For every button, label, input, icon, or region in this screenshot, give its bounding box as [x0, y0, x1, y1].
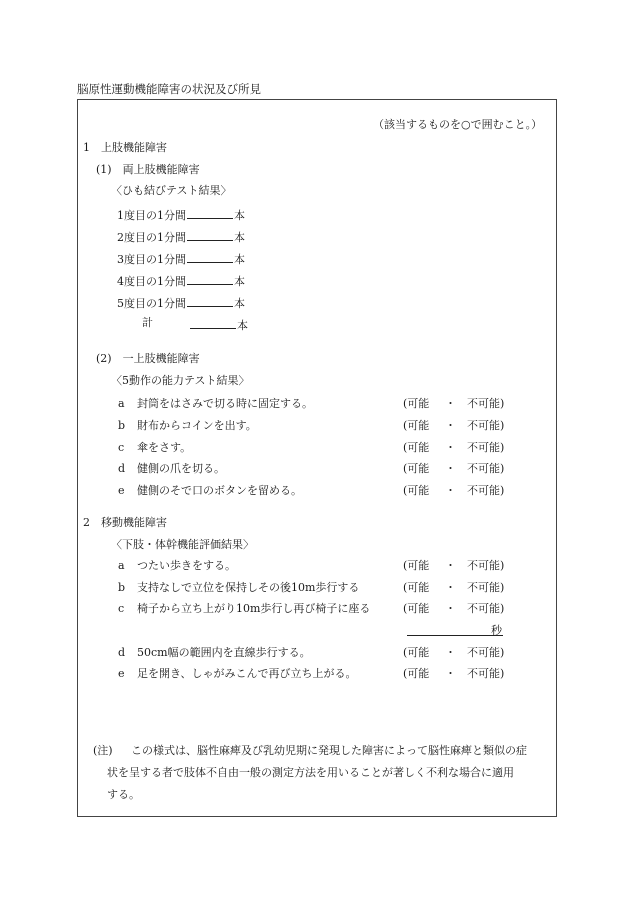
option-possible[interactable]: (可能 — [403, 419, 430, 432]
total-row — [189, 316, 248, 333]
count-blank[interactable] — [187, 206, 233, 219]
document-title: 脳原性運動機能障害の状況及び所見 — [77, 82, 261, 96]
count-unit: 本 — [234, 275, 245, 288]
count-row-label: 5度目の1分間 — [117, 297, 186, 310]
item-text: 足を開き、しゃがみこんで再び立ち上がる。 — [137, 667, 357, 680]
count-unit: 本 — [234, 231, 245, 244]
option-impossible[interactable]: 不可能) — [467, 397, 505, 410]
sub1-heading: (1) 両上肢機能障害 — [96, 163, 200, 176]
seconds-blank[interactable] — [407, 635, 503, 636]
option-separator: ・ — [445, 581, 456, 594]
count-row-label: 1度目の1分間 — [117, 209, 186, 222]
total-label: 計 — [142, 316, 153, 329]
mobility-test-label: 〈下肢・体幹機能評価結果〉 — [111, 538, 254, 551]
option-separator: ・ — [445, 441, 456, 454]
option-possible[interactable]: (可能 — [403, 462, 430, 475]
note-line-3: する。 — [107, 788, 140, 801]
option-separator: ・ — [445, 559, 456, 572]
note-line-2: 状を呈する者で肢体不自由一般の測定方法を用いることが著しく不利な場合に適用 — [107, 766, 514, 779]
count-blank[interactable] — [187, 272, 233, 285]
item-letter: d — [118, 646, 126, 659]
item-letter: e — [118, 484, 125, 497]
option-impossible[interactable]: 不可能) — [467, 484, 505, 497]
option-separator: ・ — [445, 602, 456, 615]
option-impossible[interactable]: 不可能) — [467, 559, 505, 572]
count-row-3 — [117, 250, 245, 267]
item-letter: c — [118, 602, 125, 615]
seconds-unit: 秒 — [491, 624, 502, 637]
item-letter: a — [118, 397, 125, 410]
instruction: （該当するものを○で囲むこと。） — [373, 118, 543, 131]
total-unit: 本 — [237, 319, 248, 332]
item-text: 封筒をはさみで切る時に固定する。 — [137, 397, 313, 410]
option-separator: ・ — [445, 462, 456, 475]
option-possible[interactable]: (可能 — [403, 397, 430, 410]
item-letter: c — [118, 441, 125, 454]
count-unit: 本 — [234, 297, 245, 310]
string-test-label: 〈ひも結びテスト結果〉 — [111, 184, 232, 197]
option-impossible[interactable]: 不可能) — [467, 419, 505, 432]
count-row-label: 4度目の1分間 — [117, 275, 186, 288]
count-row-label: 3度目の1分間 — [117, 253, 186, 266]
option-possible[interactable]: (可能 — [403, 646, 430, 659]
count-row-2 — [117, 228, 245, 245]
item-text: 財布からコインを出す。 — [137, 419, 257, 432]
count-blank[interactable] — [187, 228, 233, 241]
section2-heading: 2 移動機能障害 — [83, 516, 167, 529]
item-text: 椅子から立ち上がり10m歩行し再び椅子に座る — [137, 602, 371, 615]
count-unit: 本 — [234, 253, 245, 266]
option-impossible[interactable]: 不可能) — [467, 646, 505, 659]
item-letter: b — [118, 581, 126, 594]
option-separator: ・ — [445, 397, 456, 410]
note-prefix: (注) — [93, 744, 113, 757]
count-row-1 — [117, 206, 245, 223]
count-unit: 本 — [234, 209, 245, 222]
note-line-1: この様式は、脳性麻痺及び乳幼児期に発現した障害によって脳性麻痺と類似の症 — [131, 744, 527, 757]
option-separator: ・ — [445, 419, 456, 432]
option-possible[interactable]: (可能 — [403, 484, 430, 497]
sub2-heading: (2) 一上肢機能障害 — [96, 352, 200, 365]
count-blank[interactable] — [187, 294, 233, 307]
item-letter: e — [118, 667, 125, 680]
count-row-5 — [117, 294, 245, 311]
item-text: 50cm幅の範囲内を直線歩行する。 — [137, 646, 311, 659]
count-row-4 — [117, 272, 245, 289]
option-separator: ・ — [445, 484, 456, 497]
option-impossible[interactable]: 不可能) — [467, 462, 505, 475]
option-impossible[interactable]: 不可能) — [467, 581, 505, 594]
item-text: 健側のそで口のボタンを留める。 — [137, 484, 302, 497]
item-letter: a — [118, 559, 125, 572]
count-row-label: 2度目の1分間 — [117, 231, 186, 244]
item-letter: b — [118, 419, 126, 432]
option-possible[interactable]: (可能 — [403, 559, 430, 572]
item-text: 支持なしで立位を保持しその後10m歩行する — [137, 581, 360, 594]
option-possible[interactable]: (可能 — [403, 581, 430, 594]
five-action-test-label: 〈5動作の能力テスト結果〉 — [111, 374, 250, 387]
option-impossible[interactable]: 不可能) — [467, 602, 505, 615]
option-separator: ・ — [445, 667, 456, 680]
option-possible[interactable]: (可能 — [403, 667, 430, 680]
option-possible[interactable]: (可能 — [403, 602, 430, 615]
option-impossible[interactable]: 不可能) — [467, 441, 505, 454]
option-separator: ・ — [445, 646, 456, 659]
item-text: 健側の爪を切る。 — [137, 462, 225, 475]
item-text: 傘をさす。 — [137, 441, 192, 454]
item-letter: d — [118, 462, 126, 475]
count-blank[interactable] — [187, 250, 233, 263]
section1-heading: 1 上肢機能障害 — [83, 141, 167, 154]
total-blank[interactable] — [190, 316, 236, 329]
option-impossible[interactable]: 不可能) — [467, 667, 505, 680]
option-possible[interactable]: (可能 — [403, 441, 430, 454]
item-text: つたい歩きをする。 — [137, 559, 236, 572]
